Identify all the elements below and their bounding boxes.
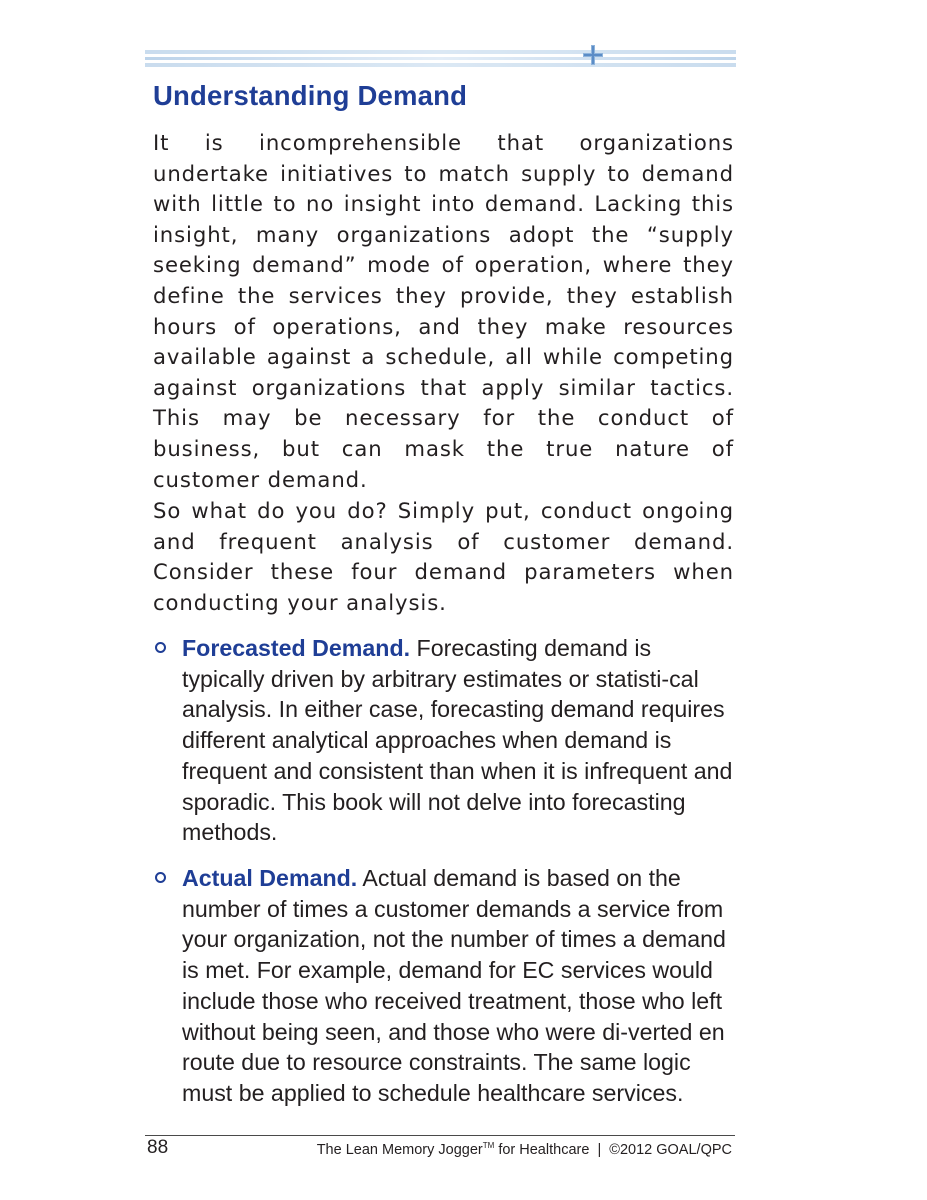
header-rule-band	[145, 63, 736, 67]
copyright-notice: for Healthcare | ©2012 GOAL/QPC	[494, 1142, 732, 1158]
trademark-mark: TM	[482, 1141, 495, 1150]
bullet-term: Actual Demand.	[182, 865, 358, 891]
open-circle-bullet-icon	[155, 642, 166, 653]
header-rule-band	[145, 57, 736, 60]
plus-cross-icon	[582, 44, 604, 66]
header-rule-band	[145, 50, 736, 54]
bullet-description: Actual demand is based on the number of times a customer demands a service from your organization, not the number of times a demand is met. For example, demand for EC services would include those who received treatment, those who left without being seen, and those who were di-verted en route due to resource constraints. The same logic must be applied to schedule healthcare services.	[182, 865, 726, 1106]
bullet-item-actual-demand	[155, 863, 735, 1109]
header-rule	[145, 48, 736, 70]
section-heading: Understanding Demand	[153, 80, 468, 111]
bullet-item-forecasted-demand	[155, 633, 735, 848]
body-paragraph: So what do you do? Simply put, conduct ongoing and frequent analysis of customer demand. Consider these four demand parameters when conducting your analysis.	[153, 498, 734, 615]
footer-rule	[145, 1135, 735, 1136]
bullet-text	[182, 863, 735, 1109]
book-title: The Lean Memory Jogger	[316, 1142, 483, 1158]
page-number: 88	[147, 1137, 169, 1158]
open-circle-bullet-icon	[155, 872, 166, 883]
body-paragraph: It is incomprehensible that organizations undertake initiatives to match supply to demand with little to no insight into demand. Lacking this insight, many organizations adopt the “supply seeking demand” mode of operation, where they define the services they provide, they establish hours of operations, and they make resources available against a schedule, all while competing against organizations that apply similar tactics. This may be necessary for the conduct of business, but can mask the true nature of customer demand.	[153, 130, 734, 492]
bullet-text	[182, 633, 735, 848]
bullet-term: Forecasted Demand.	[182, 635, 411, 661]
bullet-description: Forecasting demand is typically driven by arbitrary estimates or statisti-cal analysis. In either case, forecasting demand requires different analytical approaches when demand is frequent and consistent than when it is infrequent and sporadic. This book will not delve into forecasting methods.	[182, 635, 733, 846]
running-footer	[317, 1141, 732, 1158]
